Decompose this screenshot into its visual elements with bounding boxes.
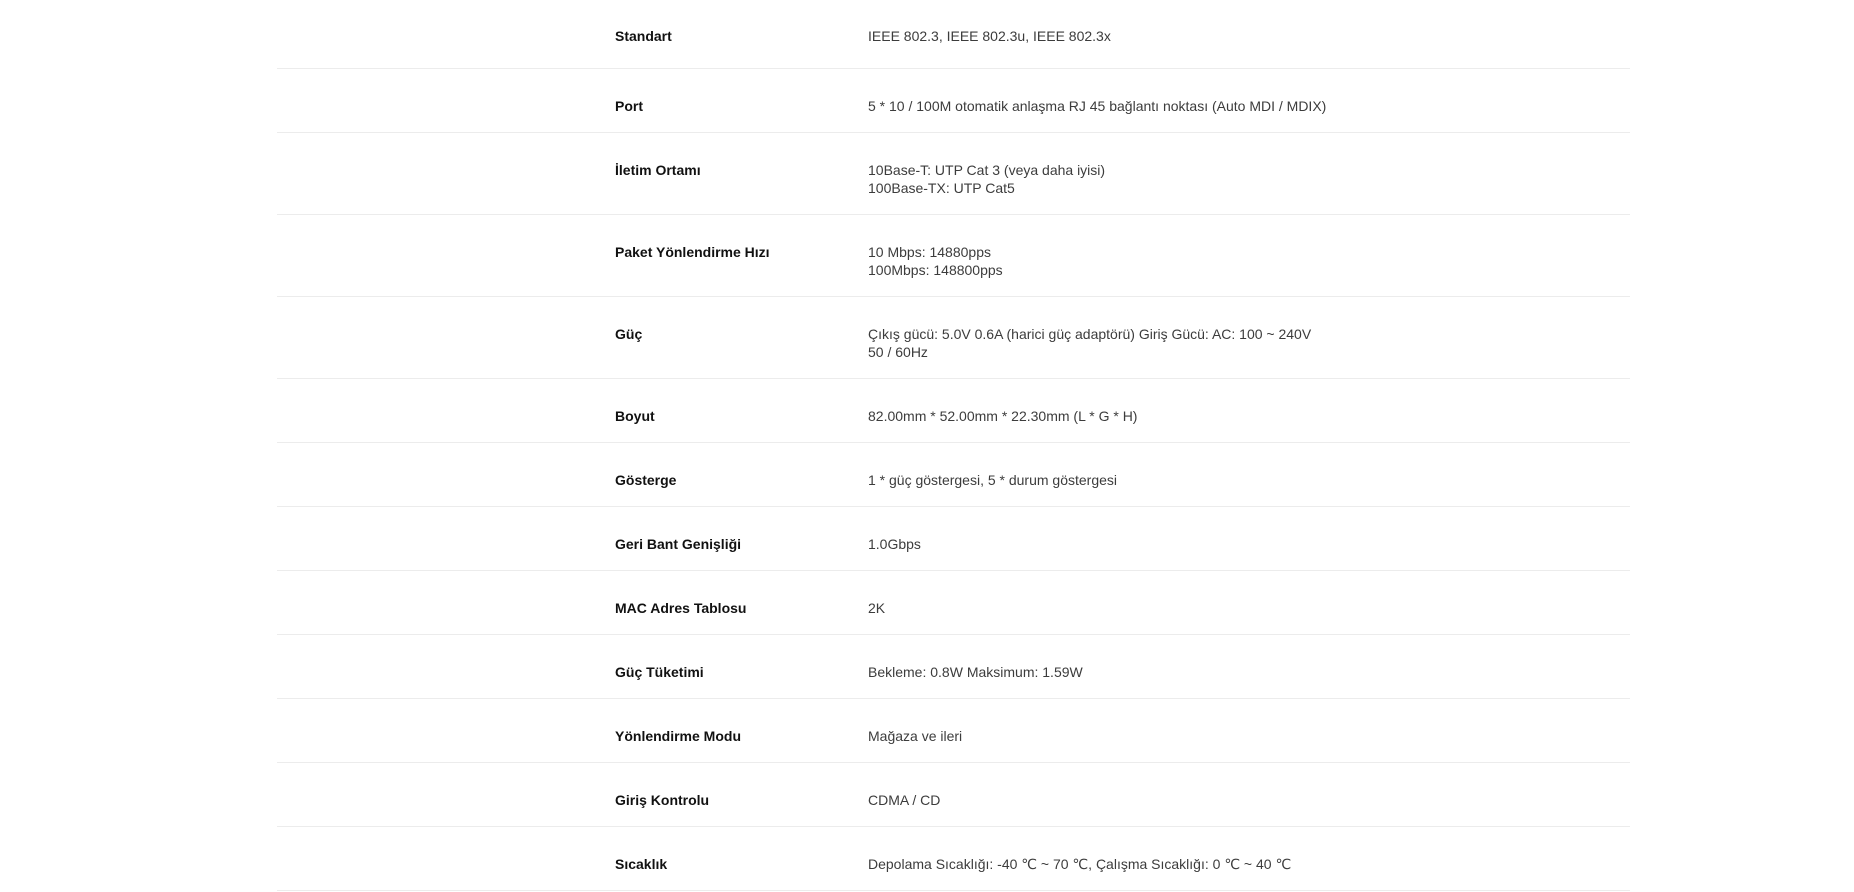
spec-value-line: 50 / 60Hz (868, 344, 928, 360)
spec-row-guc-tuketimi (277, 635, 1630, 699)
spec-value-line: Depolama Sıcaklığı: -40 ℃ ~ 70 ℃, Çalışma Sıcaklığı: 0 ℃ ~ 40 ℃ (868, 856, 1292, 872)
spec-value (868, 325, 1311, 361)
spec-value (868, 243, 1003, 279)
spec-row-yonlendirme-modu (277, 699, 1630, 763)
spec-value-line: 10 Mbps: 14880pps (868, 244, 991, 260)
spec-value (868, 407, 1137, 425)
spec-row-sicaklik (277, 827, 1630, 891)
spec-value-line: IEEE 802.3, IEEE 802.3u, IEEE 802.3x (868, 28, 1111, 44)
spec-value-line: CDMA / CD (868, 792, 941, 808)
spec-row-paket-yonlendirme-hizi (277, 215, 1630, 297)
spec-value (868, 855, 1291, 873)
spec-label: Geri Bant Genişliği (615, 536, 742, 552)
spec-label: Yönlendirme Modu (615, 728, 741, 744)
spec-label: Boyut (615, 408, 655, 424)
spec-value-line: 10Base-T: UTP Cat 3 (veya daha iyisi) (868, 162, 1106, 178)
spec-value (868, 471, 1117, 489)
spec-label: Gösterge (615, 472, 677, 488)
spec-value (868, 791, 940, 809)
spec-value (868, 97, 1326, 115)
spec-value (868, 535, 921, 553)
spec-label: Giriş Kontrolu (615, 792, 710, 808)
spec-row-gosterge (277, 443, 1630, 507)
spec-label: Paket Yönlendirme Hızı (615, 244, 770, 260)
spec-value (868, 663, 1083, 681)
spec-row-geri-bant-genisligi (277, 507, 1630, 571)
spec-value-line: 1 * güç göstergesi, 5 * durum göstergesi (868, 472, 1118, 488)
spec-label: Standart (615, 28, 672, 44)
spec-label: Sıcaklık (615, 856, 668, 872)
spec-row-standart (277, 0, 1630, 69)
spec-label: MAC Adres Tablosu (615, 600, 747, 616)
spec-value (868, 27, 1111, 45)
spec-row-mac-adres-tablosu (277, 571, 1630, 635)
spec-value-line: 82.00mm * 52.00mm * 22.30mm (L * G * H) (868, 408, 1138, 424)
spec-label: Güç Tüketimi (615, 664, 704, 680)
spec-row-guc (277, 297, 1630, 379)
spec-row-boyut (277, 379, 1630, 443)
spec-value-line: 100Mbps: 148800pps (868, 262, 1003, 278)
spec-table (277, 0, 1630, 891)
spec-label: Güç (615, 326, 643, 342)
spec-value-line: 1.0Gbps (868, 536, 921, 552)
spec-value (868, 599, 885, 617)
spec-value-line: Mağaza ve ileri (868, 728, 963, 744)
spec-value (868, 727, 962, 745)
spec-row-iletim-ortami (277, 133, 1630, 215)
spec-label: İletim Ortamı (615, 162, 701, 178)
spec-row-giris-kontrolu (277, 763, 1630, 827)
spec-label: Port (615, 98, 643, 114)
spec-value-line: 100Base-TX: UTP Cat5 (868, 180, 1015, 196)
spec-row-port (277, 69, 1630, 133)
spec-value (868, 161, 1105, 197)
spec-value-line: 2K (868, 600, 886, 616)
spec-value-line: 5 * 10 / 100M otomatik anlaşma RJ 45 bağlantı noktası (Auto MDI / MDIX) (868, 98, 1327, 114)
spec-value-line: Bekleme: 0.8W Maksimum: 1.59W (868, 664, 1083, 680)
spec-value-line: Çıkış gücü: 5.0V 0.6A (harici güç adaptörü) Giriş Gücü: AC: 100 ~ 240V (868, 326, 1312, 342)
